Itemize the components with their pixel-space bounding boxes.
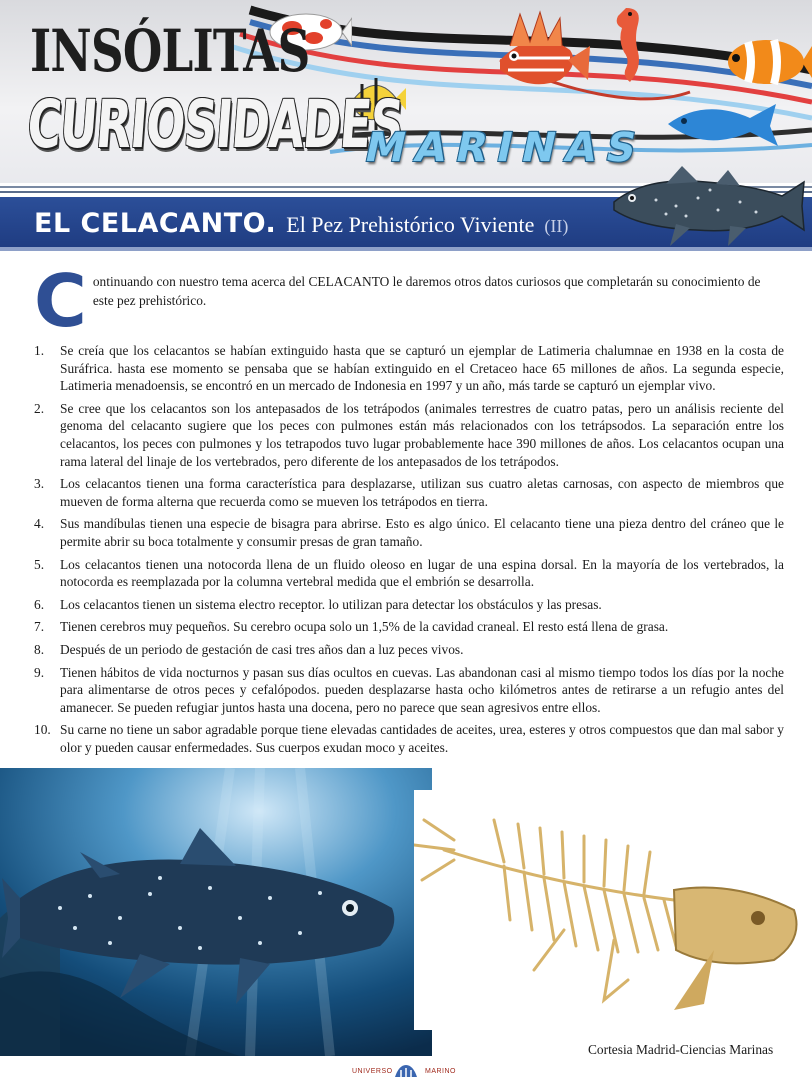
header-title-insolitas: INSÓLITAS	[30, 17, 310, 85]
list-item-number: 9.	[34, 664, 45, 680]
list-item-text: Tienen cerebros muy pequeños. Su cerebro ocupa solo un 1,5% de la cavidad craneal. El resto está llena de grasa.	[60, 619, 669, 635]
list-item	[34, 721, 784, 756]
list-item-number: 1.	[34, 343, 45, 358]
list-item	[34, 342, 784, 395]
clownfish-icon	[718, 30, 812, 92]
header-title-marinas: MARINAS	[360, 125, 651, 171]
list-item	[34, 618, 784, 636]
photo-credit: Cortesia Madrid-Ciencias Marinas	[588, 1042, 774, 1057]
blue-fish-icon	[664, 96, 780, 150]
list-item-number: 5.	[34, 556, 45, 572]
list-item-number: 6.	[34, 596, 45, 612]
list-item-number: 2.	[34, 400, 45, 416]
seahorse-icon	[608, 2, 648, 86]
coelacanth-skeleton-photo	[414, 790, 812, 1030]
header-title-curiosidades: CURIOSIDADES	[24, 86, 405, 163]
intro-paragraph	[34, 259, 784, 343]
list-item-text: Los celacantos tienen una notocorda llena de un fluido oleoso en lugar de una espina dorsal. En la mayoría de los vertebrados, la notocorda es reemplazada por la columna vertebral medida que el embrión se desarrolla.	[60, 556, 784, 590]
list-item-text: Después de un periodo de gestación de casi tres años dan a luz peces vivos.	[60, 641, 464, 657]
list-item	[34, 641, 784, 659]
section-part-number: (II)	[544, 216, 569, 236]
list-item-number: 10.	[34, 722, 51, 738]
list-item-text: Sus mandíbulas tienen una especie de bisagra para abrirse. Esto es algo único. El celacanto tiene una pieza dentro del cráneo que le permite abrir su boca totalmente y consumir presas de gran tamaño.	[60, 516, 784, 549]
list-item	[34, 596, 784, 614]
list-item	[34, 515, 784, 550]
list-item-text: Los celacantos tienen un sistema electro receptor. lo utilizan para detectar los obstáculos y las presas.	[60, 596, 602, 612]
page-footer	[0, 1062, 812, 1080]
list-item-text: Tienen hábitos de vida nocturnos y pasan sus días ocultos en cuevas. Las abandonan casi al mismo tiempo todos los días por la noche para alimentarse de otros peces y cefalópodos. pueden desplazarse hasta ocho kilómetros antes de retirarse a un refugio antes del amanecer. Se pueden refugiar juntos hasta una docena, pero no parece que sean agresivos entre ellos.	[60, 664, 784, 715]
universo-marino-logo-icon	[393, 1063, 419, 1078]
list-item-number: 7.	[34, 619, 45, 635]
drop-cap: C	[34, 259, 87, 343]
list-item-text: Se creía que los celacantos se habían extinguido hasta que se capturó un ejemplar de Latimeria chalumnae en 1938 en la costa de Suráfrica. hasta ese momento se pensaba que se habían extinguido en el Cretaceo hace 65 millones de años. La segunda especie, Latimeria menadoensis, se encontró en un mercado de Indonesia en 1997 y un año, más tarde se capturó un ejemplar vivo.	[60, 343, 784, 394]
coelacanth-underwater-photo	[0, 768, 432, 1056]
list-item-text: Los celacantos tienen una forma característica para desplazarse, utilizan sus cuatro aletas carnosas, con aspecto de miembros que mueven de forma alterna que recuerda como se mueven los tetrápodos en tierra.	[60, 476, 784, 509]
footer-text-left: UNIVERSO	[352, 1068, 393, 1075]
list-item	[34, 664, 784, 717]
list-item-text: Su carne no tiene un sabor agradable porque tiene elevadas cantidades de aceites, urea, esteres y otros compuestos que dan mal sabor y olor y pueden causar enfermedades. Sus cuerpos exudan moco y aceites.	[60, 722, 784, 755]
list-item-text: Se cree que los celacantos son los antepasados de los tetrápodos (animales terrestres de cuatro patas, pero un análisis reciente del genoma del celacanto sugiere que los peces con pulmones están más relacionados con los tetrápsodos. La separación entre los celacantos, los peces con pulmones y los tetrapodos tuvo lugar probablemente hace 390 millones de años. Los celacantos ocupan una rama lateral del linaje de los vertebrados, pero diferente de los antepasados de los tetrápodos.	[60, 400, 784, 469]
list-item-number: 4.	[34, 516, 45, 532]
facts-list	[34, 342, 784, 761]
intro-text: ontinuando con nuestro tema acerca del CELACANTO le daremos otros datos curiosos que completarán su conocimiento de este pez prehistórico.	[92, 274, 761, 308]
footer-text-right: MARINO	[425, 1068, 456, 1075]
coelacanth-icon	[606, 160, 806, 252]
list-item	[34, 475, 784, 510]
list-item	[34, 400, 784, 470]
list-item-number: 3.	[34, 476, 45, 492]
list-item-number: 8.	[34, 641, 45, 657]
section-subtitle: El Pez Prehistórico Viviente	[286, 212, 535, 237]
section-title	[34, 208, 568, 239]
list-item	[34, 556, 784, 591]
red-scorpionfish-icon	[490, 10, 590, 102]
section-title-main: EL CELACANTO.	[34, 208, 277, 239]
